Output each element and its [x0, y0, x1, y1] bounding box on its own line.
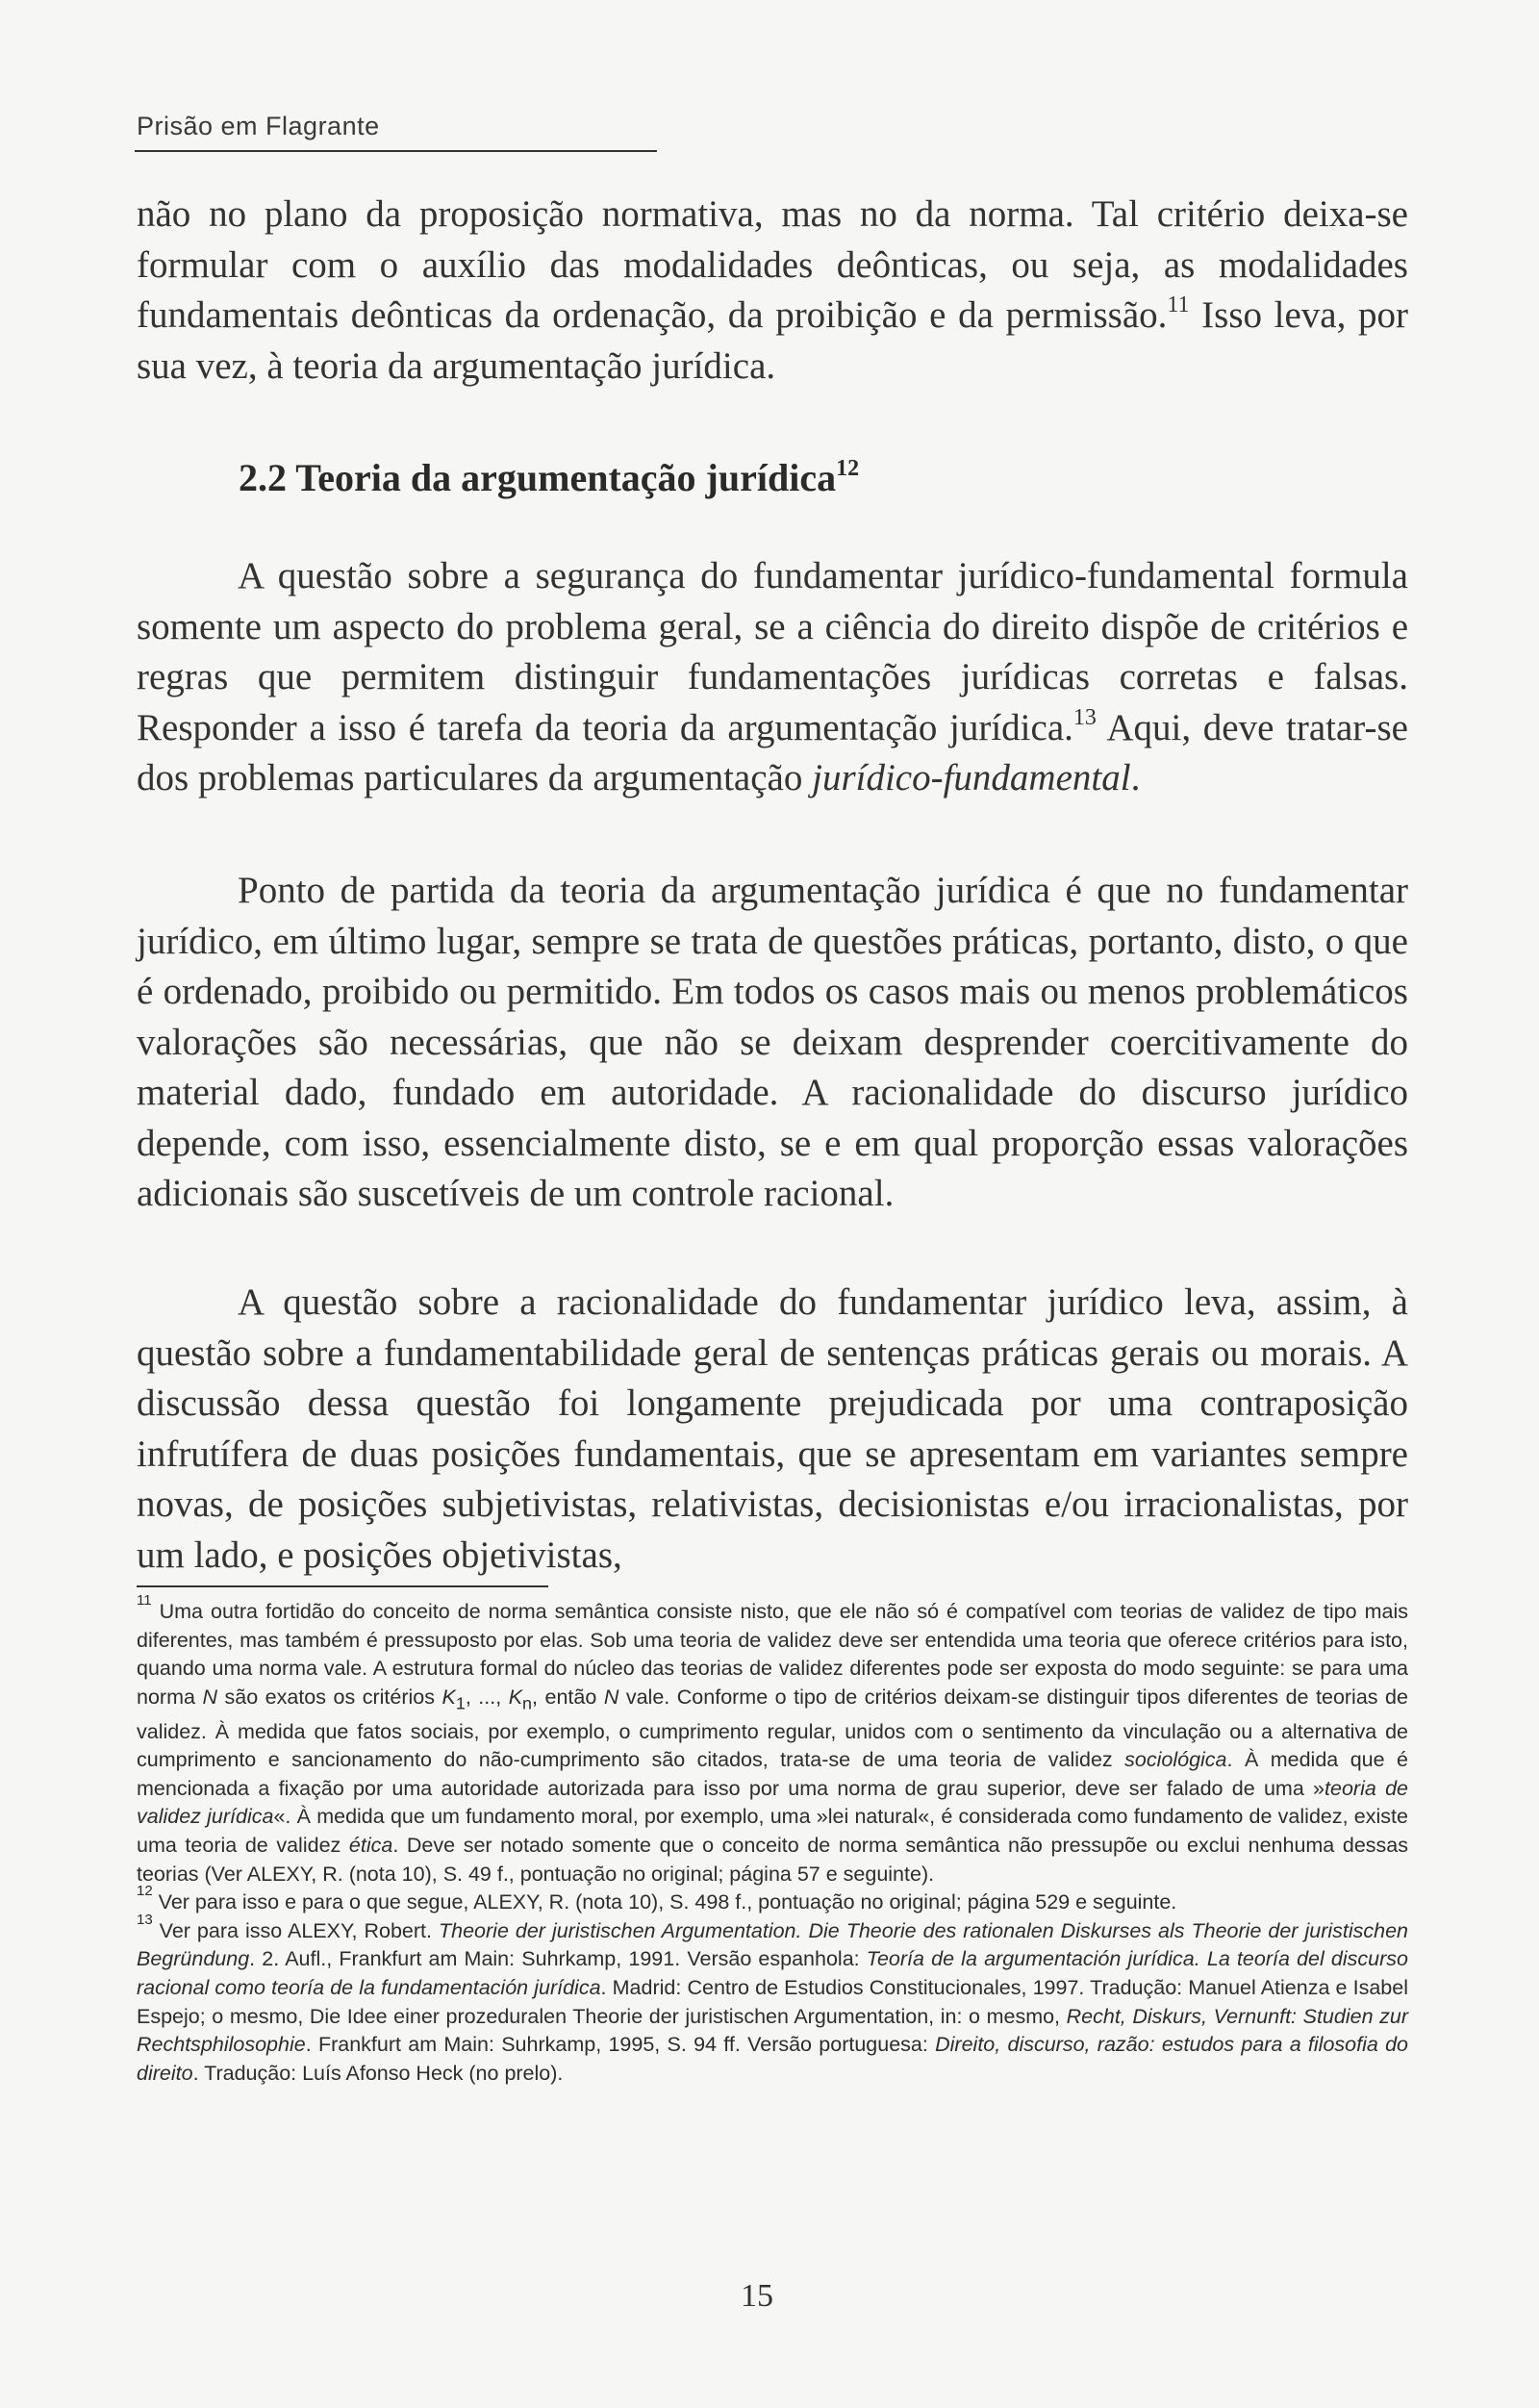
paragraph-text-tail: Isso leva, por sua vez, à teoria da argumentação jurídica. [137, 294, 1408, 387]
paragraph-1: A questão sobre a segurança do fundamentar jurídico-fundamental formula somente um aspecto do problema geral, se a ciência do direito dispõe de critérios e regras que permitem distinguir fundamentações jurídicas corretas e falsas. Responder a isso é tarefa da teoria da argumentação jurídica.$^{13}$ Aqui, deve tratar-se dos problemas particulares da argumentação jurídico-fundamental. [137, 555, 1408, 798]
footnotes [137, 1591, 1409, 2088]
footnote-ref-12[interactable]: 12 [836, 455, 860, 481]
paragraph-text-tail: Aqui, deve tratar-se dos problemas particulares da argumentação [137, 706, 1408, 798]
paragraph-text: A questão sobre a segurança do fundamentar jurídico-fundamental formula somente um aspecto do problema geral, se a ciência do direito dispõe de critérios e regras que permitem distinguir fundamentações jurídicas corretas e falsas. Responder a isso é tarefa da teoria da argumentação jurídica. [137, 555, 1408, 748]
footnote-number: 11 [137, 1591, 152, 1609]
paragraph-text: não no plano da proposição normativa, mas no da norma. Tal critério deixa-se formular com o auxílio das modalidades deônticas, ou seja, as modalidades fundamentais deônticas da ordenação, da proibição e da permissão. [137, 193, 1408, 336]
footnote-13: $^{13}$ Ver para isso ALEXY, Robert. Theorie der juristischen Argumentation. Die Theorie des rationalen Diskurses als Theorie der juristischen Begründung. 2. Aufl., Frankfurt am Main: Suhrkamp, 1991. Versão espanhola: Teoría de la argumentación jurídica. La teoría del discurso racional como teoría de la fundamentación jurídica. Madrid: Centro de Estudios Constitucionales, 1997. Tradução: Manuel Atienza e Isabel Espejo; o mesmo, Die Idee einer prozeduralen Theorie der juristischen Argumentation, in: o mesmo, Recht, Diskurs, Vernunft: Studien zur Rechtsphilosophie. Frankfurt am Main: Suhrkamp, 1995, S. 94 ff. Versão portuguesa: Direito, discurso, razão: estudos para a filosofia do direito. Tradução: Luís Afonso Heck (no prelo). [137, 1911, 1409, 2085]
italic-term: jurídico-fundamental [812, 757, 1131, 798]
header-rule [135, 150, 657, 152]
paragraph-3 [137, 1278, 1408, 1581]
footnote-number: 12 [137, 1883, 153, 1900]
footnote-rule [137, 1585, 548, 1587]
section-number: 2.2 [239, 456, 287, 499]
footnote-11: $^{11}$ Uma outra fortidão do conceito de norma semântica consiste nisto, que ele não só é compatível com teorias de validez de tipo mais diferentes, mas também é pressuposto por elas. Sob uma teoria de validez deve ser entendida uma teoria que oferece critérios para isto, quando uma norma vale. A estrutura formal do núcleo das teorias de validez diferentes pode ser exposta do modo seguinte: se para uma norma N são exatos os critérios $K_1$, ..., $K_n$, então N vale. Conforme o tipo de critérios deixam-se distinguir tipos diferentes de teorias de validez. À medida que fatos sociais, por exemplo, o cumprimento regular, unidos com o sentimento da vinculação ou a alternativa de cumprimento e sancionamento do não-cumprimento são citados, trata-se de uma teoria de validez sociológica. À medida que é mencionada a fixação por uma autoridade autorizada para isso por uma norma de grau superior, deve ser falado de uma »teoria de validez jurídica«. À medida que um fundamento moral, por exemplo, uma »lei natural«, é considerada como fundamento de validez, existe uma teoria de validez ética. Deve ser notado somente que o conceito de norma semântica não pressupõe ou exclui nenhuma dessas teorias (Ver ALEXY, R. (nota 10), S. 49 f., pontuação no original; página 57 e seguinte). [137, 1591, 1409, 1886]
section-title: Teoria da argumentação jurídica [295, 456, 837, 499]
page-number: 15 [741, 2278, 773, 2314]
footnote-number: 13 [137, 1911, 153, 1928]
paragraph-text: Ponto de partida da teoria da argumentação jurídica é que no fundamentar jurídico, em último lugar, sempre se trata de questões práticas, portanto, disto, o que é ordenado, proibido ou permitido. Em todos os casos mais ou menos problemáticos valorações são necessárias, que não se deixam desprender coercitivamente do material dado, fundado em autoridade. A racionalidade do discurso jurídico depende, com isso, essencialmente disto, se e em qual proporção essas valorações adicionais são suscetíveis de um controle racional. [137, 870, 1408, 1214]
running-header: Prisão em Flagrante [137, 112, 380, 140]
paragraph-2 [137, 866, 1408, 1220]
paragraph-text: A questão sobre a racionalidade do fundamentar jurídico leva, assim, à questão sobre a fundamentabilidade geral de sentenças práticas gerais ou morais. A discussão dessa questão foi longamente prejudicada por uma contraposição infrutífera de duas posições fundamentais, que se apresentam em variantes sempre novas, de posições subjetivistas, relativistas, decisionistas e/ou irracionalistas, por um lado, e posições objetivistas, [137, 1281, 1408, 1576]
section-heading [239, 455, 859, 500]
paragraph-continuation [137, 190, 1408, 392]
footnote-ref-11[interactable]: 11 [1167, 292, 1190, 317]
footnote-12: $^{12}$ Ver para isso e para o que segue, ALEXY, R. (nota 10), S. 498 f., pontuação no original; página 529 e seguinte. [137, 1883, 1177, 1914]
footnote-ref-13[interactable]: 13 [1072, 704, 1097, 730]
